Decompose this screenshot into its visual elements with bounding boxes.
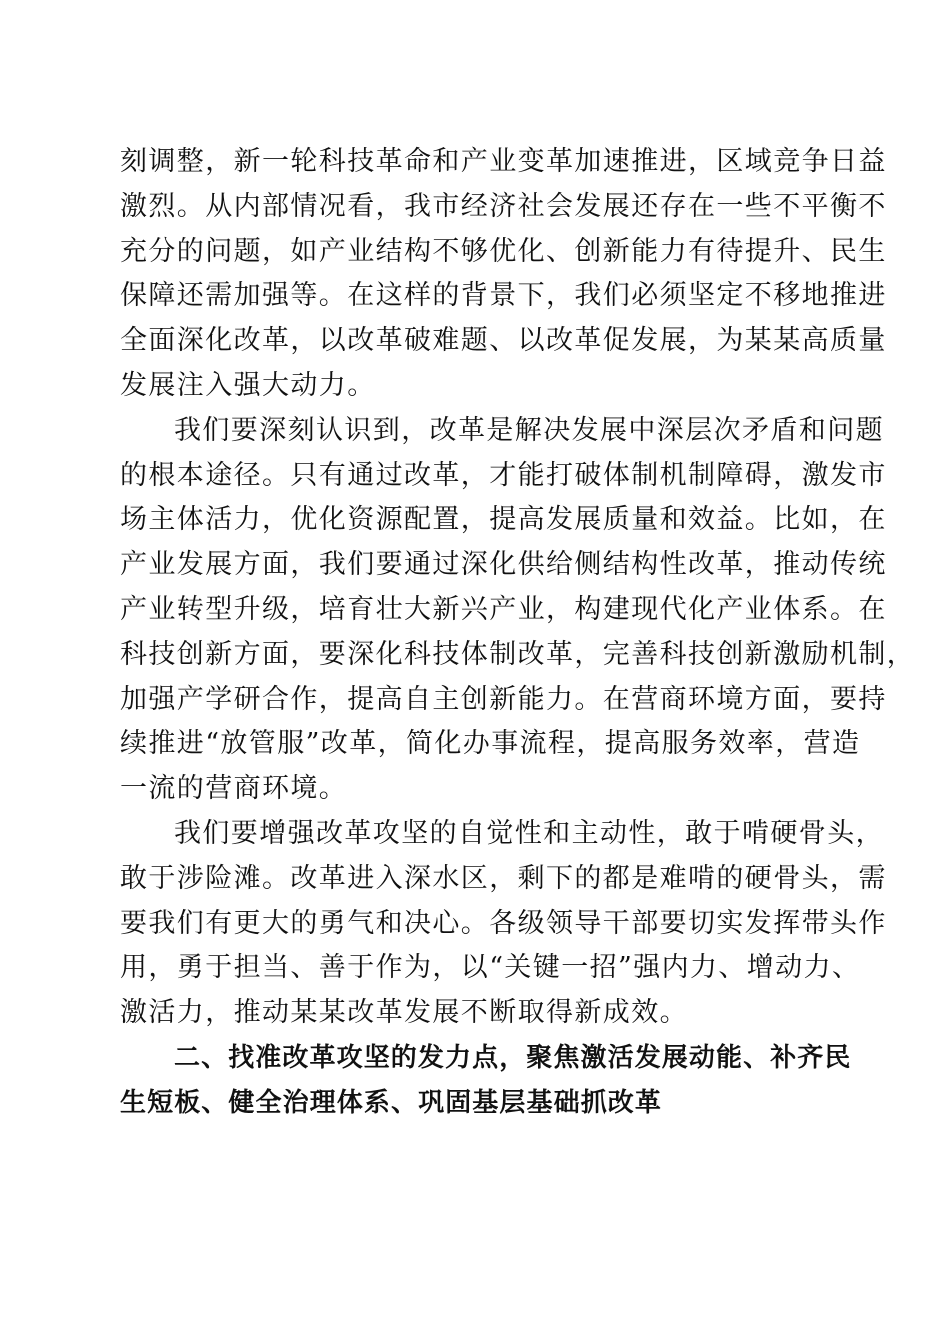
paragraph-1 <box>120 140 887 409</box>
text-line: 要我们有更大的勇气和决心。各级领导干部要切实发挥带头作 <box>120 907 887 939</box>
text-line: 激烈。从内部情况看，我市经济社会发展还存在一些不平衡不 <box>120 190 887 222</box>
text-line: 用，勇于担当、善于作为，以“关键一招”强内力、增动力、 <box>120 952 861 984</box>
paragraph-3 <box>120 812 887 1036</box>
text-line: 全面深化改革，以改革破难题、以改革促发展，为某某高质量 <box>120 325 887 357</box>
paragraph-2 <box>120 409 916 812</box>
text-line: 产业发展方面，我们要通过深化供给侧结构性改革，推动传统 <box>120 549 887 581</box>
document-body <box>120 140 916 1126</box>
text-line: 发展注入强大动力。 <box>120 369 376 401</box>
text-line: 我们要增强改革攻坚的自觉性和主动性，敢于啃硬骨头， <box>174 817 884 849</box>
text-line: 的根本途径。只有通过改革，才能打破体制机制障碍，激发市 <box>120 459 887 491</box>
text-line: 充分的问题，如产业结构不够优化、创新能力有待提升、民生 <box>120 235 887 267</box>
section-heading <box>120 1036 852 1126</box>
text-line: 续推进“放管服”改革，简化办事流程，提高服务效率，营造 <box>120 728 861 760</box>
text-line: 加强产学研合作，提高自主创新能力。在营商环境方面，要持 <box>120 683 887 715</box>
text-line: 产业转型升级，培育壮大新兴产业，构建现代化产业体系。在 <box>120 593 887 625</box>
text-line: 科技创新方面，要深化科技体制改革，完善科技创新激励机制， <box>120 638 916 670</box>
text-line: 激活力，推动某某改革发展不断取得新成效。 <box>120 997 688 1029</box>
heading-line: 生短板、健全治理体系、巩固基层基础抓改革 <box>120 1087 663 1118</box>
text-line: 场主体活力，优化资源配置，提高发展质量和效益。比如，在 <box>120 504 887 536</box>
text-line: 我们要深刻认识到，改革是解决发展中深层次矛盾和问题 <box>174 414 884 446</box>
text-line: 刻调整，新一轮科技革命和产业变革加速推进，区域竞争日益 <box>120 146 887 177</box>
text-line: 保障还需加强等。在这样的背景下，我们必须坚定不移地推进 <box>120 280 887 312</box>
text-line: 敢于涉险滩。改革进入深水区，剩下的都是难啃的硬骨头，需 <box>120 862 887 894</box>
text-line: 一流的营商环境。 <box>120 773 348 805</box>
heading-line: 二、找准改革攻坚的发力点，聚焦激活发展动能、补齐民 <box>174 1042 852 1073</box>
